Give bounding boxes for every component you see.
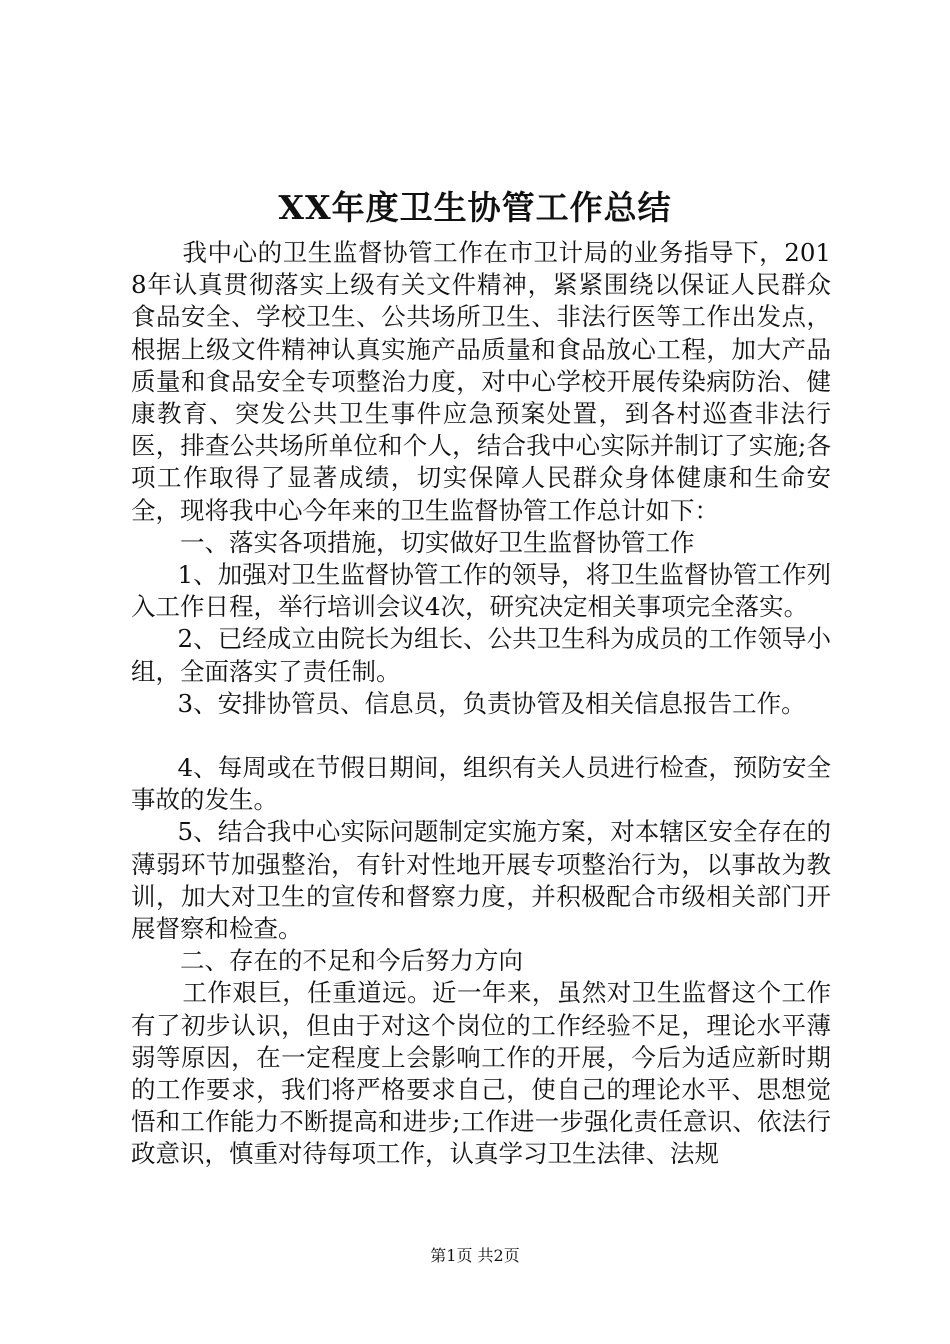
list-item-3: 3、安排协管员、信息员，负责协管及相关信息报告工作。	[177, 688, 806, 718]
section-heading-2: 二、存在的不足和今后努力方向	[180, 946, 523, 976]
intro-paragraph: 我中心的卫生监督协管工作在市卫计局的业务指导下，2018年认真贯彻落实上级有关文件精神，紧紧围绕以保证人民群众食品安全、学校卫生、公共场所卫生、非法行医等工作出发点，根据上级文件精神认真实施产品质量和食品放心工程，加大产品质量和食品安全专项整治力度，对中心学校开展传染病防治、健康教育、突发公共卫生事件应急预案处置，到各村巡查非法行医，排查公共场所单位和个人，结合我中心实际并制订了实施;各项工作取得了显著成绩，切实保障人民群众身体健康和生命安全，现将我中心今年来的卫生监督协管工作总计如下：	[131, 238, 831, 525]
list-item-4: 4、每周或在节假日期间，组织有关人员进行检查，预防安全事故的发生。	[131, 753, 831, 815]
section-heading-1: 一、落实各项措施，切实做好卫生监督协管工作	[180, 527, 695, 557]
list-item-2: 2、已经成立由院长为组长、公共卫生科为成员的工作领导小组，全面落实了责任制。	[131, 624, 831, 686]
document-body	[131, 237, 831, 1171]
document-title: XX年度卫生协管工作总结	[278, 188, 672, 227]
closing-paragraph: 工作艰巨，任重道远。近一年来，虽然对卫生监督这个工作有了初步认识，但由于对这个岗位的工作经验不足，理论水平薄弱等原因，在一定程度上会影响工作的开展，今后为适应新时期的工作要求，我们将严格要求自己，使自己的理论水平、思想觉悟和工作能力不断提高和进步;工作进一步强化责任意识、依法行政意识，慎重对待每项工作，认真学习卫生法律、法规	[131, 978, 831, 1169]
blank-line	[131, 720, 831, 752]
list-item-5: 5、结合我中心实际问题制定实施方案，对本辖区安全存在的薄弱环节加强整治，有针对性地开展专项整治行为，以事故为教训，加大对卫生的宣传和督察力度，并积极配合市级相关部门开展督察和检查。	[131, 817, 831, 944]
list-item-1: 1、加强对卫生监督协管工作的领导，将卫生监督协管工作列入工作日程，举行培训会议4次，研究决定相关事项完全落实。	[131, 560, 831, 622]
page-footer: 第1页 共2页	[430, 1246, 520, 1265]
